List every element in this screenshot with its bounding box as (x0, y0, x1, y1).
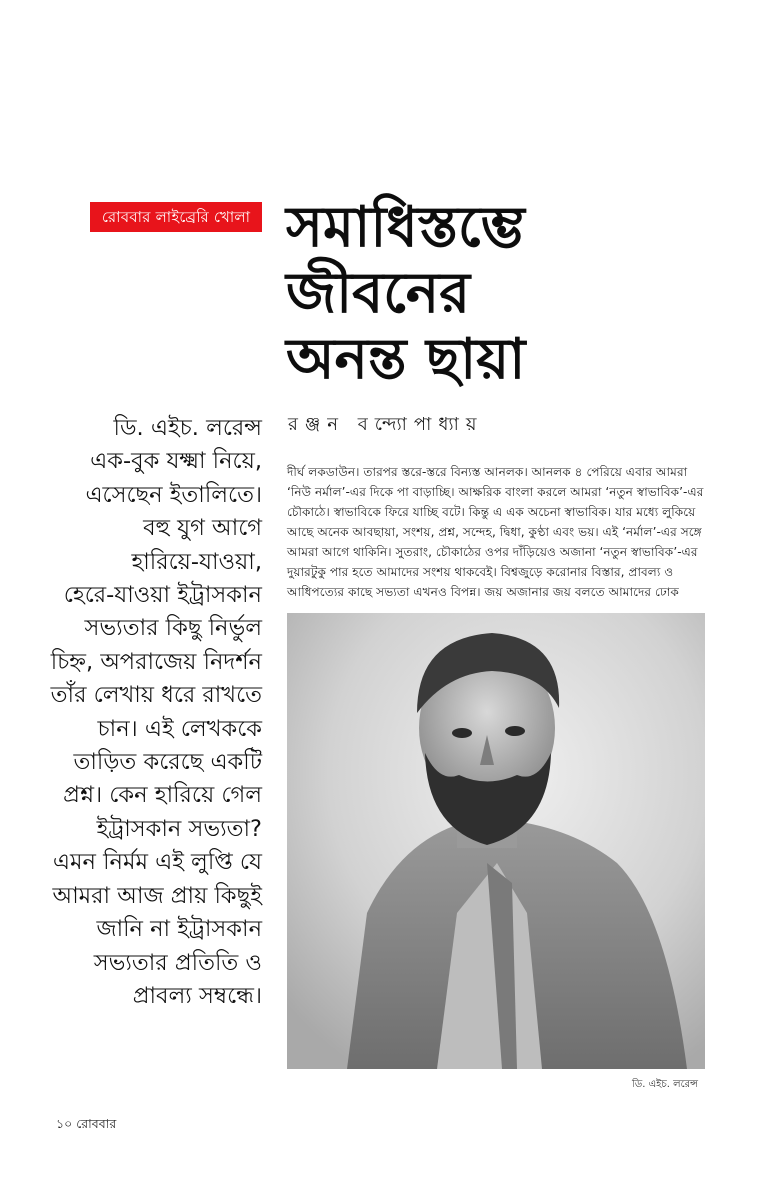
intro-line: চৌকাঠে। স্বাভাবিকে ফিরে যাচ্ছি বটে। কিন্তু এ এক অচেনা স্বাভাবিক। যার মধ্যে লুকিয়ে (287, 505, 696, 519)
headline-line-2: জীবনের (286, 261, 471, 326)
photo-caption: ডি. এইচ. লরেন্স (632, 1079, 698, 1090)
intro-line: আধিপত্যের কাছে সভ্যতা এখনও বিপন্ন। জয় অজানার জয় বলতে আমাদের ঢোক (287, 585, 679, 599)
portrait-illustration (287, 613, 705, 1069)
section-tag: রোববার লাইব্রেরি খোলা (90, 202, 262, 232)
pullquote-line: এমন নির্মম এই লুপ্তি যে (52, 849, 262, 876)
pullquote-line: হারিয়ে-যাওয়া, (131, 548, 262, 575)
pullquote-line: এসেছেন ইতালিতে। (85, 481, 262, 508)
pullquote-line: প্রশ্ন। কেন হারিয়ে গেল (63, 782, 262, 809)
pullquote-line: তাঁর লেখায় ধরে রাখতে (50, 682, 262, 709)
pullquote-line: চিহ্ন, অপরাজেয় নিদর্শন (50, 648, 262, 675)
headline-line-1: সমাধিস্তম্ভে (286, 195, 525, 260)
intro-line: দীর্ঘ লকডাউন। তারপর স্তরে-স্তরে বিন্যস্ত আনলক। আনলক ৪ পেরিয়ে এবার আমরা (287, 465, 688, 479)
pullquote-line: ইট্রাসকান সভ্যতা? (96, 815, 262, 842)
pullquote-line: আমরা আজ প্রায় কিছুই (52, 882, 262, 909)
intro-paragraph (287, 462, 712, 602)
intro-line: ‘নিউ নর্মাল’-এর দিকে পা বাড়াচ্ছি। আক্ষরিক বাংলা করলে আমরা ‘নতুন স্বাভাবিক’-এর (287, 485, 704, 499)
pullquote-line: ডি. এইচ. লরেন্স (113, 415, 262, 441)
headline-line-3: অনন্ত ছায়া (286, 327, 526, 392)
pullquote-line: সভ্যতার প্রতিতি ও (93, 949, 262, 976)
pullquote-line: সভ্যতার কিছু নির্ভুল (84, 615, 262, 642)
page-folio: ১০ রোববার (56, 1116, 117, 1131)
intro-line: দুয়ারটুকু পার হতে আমাদের সংশয় থাকবেই। বিশ্বজুড়ে করোনার বিস্তার, প্রাবল্য ও (287, 565, 674, 579)
pull-quote (32, 412, 262, 1013)
intro-line: আমরা আগে থাকিনি। সুতরাং, চৌকাঠের ওপর দাঁড়িয়েও অজানা ‘নতুন স্বাভাবিক’-এর (287, 545, 698, 559)
pullquote-line: চান। এই লেখককে (97, 715, 262, 742)
intro-line: আছে অনেক আবছায়া, সংশয়, প্রশ্ন, সন্দেহ, দ্বিধা, কুণ্ঠা এবং ভয়। এই ‘নর্মাল’-এর সঙ্গে (287, 525, 702, 539)
byline: রঞ্জন বন্দ্যোপাধ্যায় (288, 414, 484, 435)
pullquote-line: জানি না ইট্রাসকান (96, 916, 262, 943)
article-headline (286, 195, 706, 393)
author-portrait-photo (287, 613, 705, 1069)
pullquote-line: প্রাবল্য সম্বন্ধে। (132, 982, 262, 1009)
pullquote-line: তাড়িত করেছে একটি (73, 749, 262, 776)
pullquote-line: বহু যুগ আগে (143, 515, 262, 542)
pullquote-line: এক-বুক যক্ষ্মা নিয়ে, (90, 448, 262, 475)
pullquote-line: হেরে-যাওয়া ইট্রাসকান (63, 582, 262, 609)
